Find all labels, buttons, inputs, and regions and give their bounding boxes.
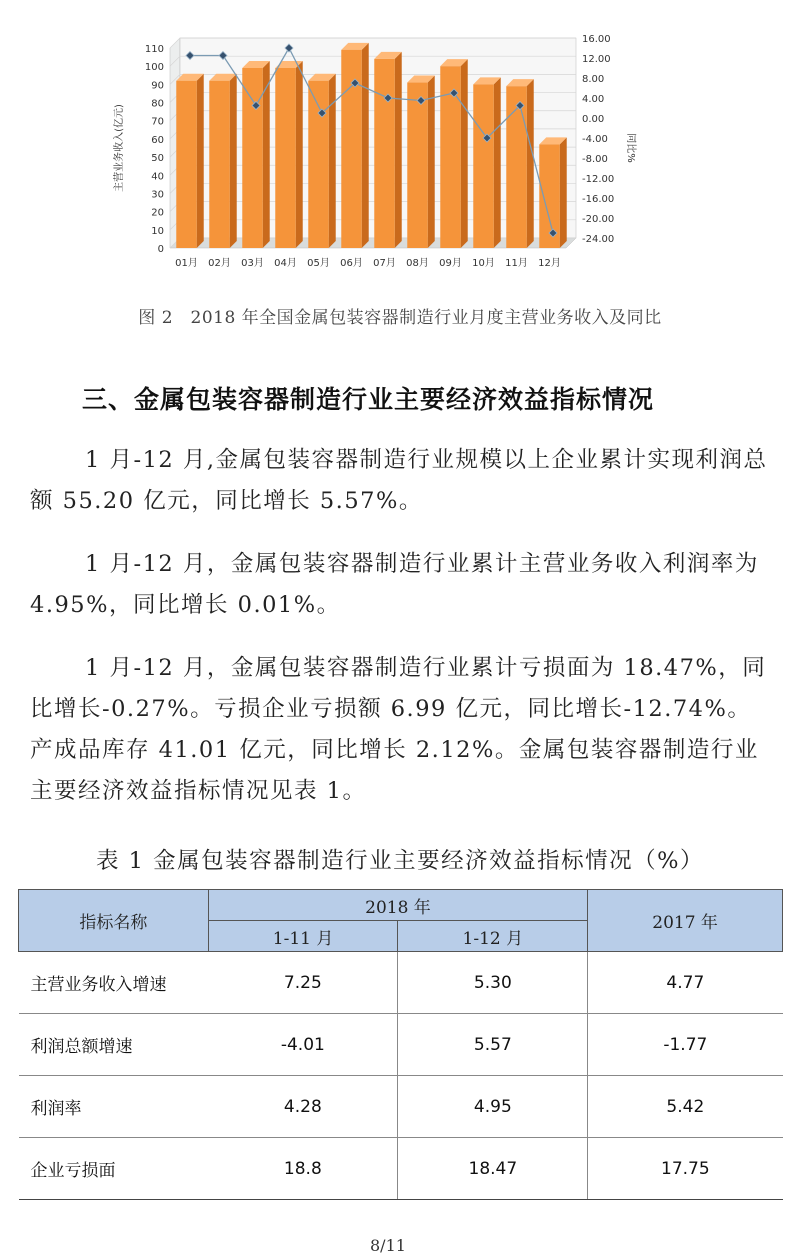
indicators-table [18, 889, 783, 1200]
cell-2017: 17.75 [588, 1138, 783, 1200]
bar-side [560, 137, 567, 248]
x-tick-label: 03月 [241, 258, 264, 269]
bar-side [329, 74, 336, 248]
bar [506, 86, 526, 248]
y-tick-label: 40 [151, 171, 164, 183]
bar-side [263, 61, 270, 248]
y-tick-label: 0 [157, 244, 164, 255]
y2-tick-label: -8.00 [582, 154, 608, 165]
bar [374, 59, 394, 248]
header-1-11: 1-11 月 [208, 921, 398, 952]
bar [209, 81, 229, 248]
cell-2017: 4.77 [588, 952, 783, 1014]
revenue-chart-svg [100, 30, 636, 280]
bar-side [296, 61, 303, 248]
y2-tick-label: 8.00 [582, 74, 605, 85]
bar-side [197, 74, 204, 248]
x-tick-label: 08月 [406, 258, 429, 269]
y2-tick-label: -16.00 [582, 194, 615, 205]
cell-1-12: 18.47 [398, 1138, 588, 1200]
cell-2017: 5.42 [588, 1076, 783, 1138]
header-2018: 2018 年 [208, 890, 588, 921]
section-heading: 三、金属包装容器制造行业主要经济效益指标情况 [82, 385, 655, 414]
y2-tick-label: 12.00 [582, 54, 611, 65]
table-row [19, 1138, 783, 1200]
header-indicator-name: 指标名称 [19, 890, 209, 952]
cell-1-11: -4.01 [208, 1014, 398, 1076]
cell-1-12: 4.95 [398, 1076, 588, 1138]
row-name: 企业亏损面 [19, 1138, 209, 1200]
cell-1-11: 7.25 [208, 952, 398, 1014]
y2-tick-label: -24.00 [582, 234, 615, 245]
y2-tick-label: 16.00 [582, 34, 611, 45]
paragraph-profit: 1 月-12 月,金属包装容器制造行业规模以上企业累计实现利润总额 55.20 亿元，同比增长 5.57%。 [30, 447, 768, 514]
bar-side [428, 76, 435, 248]
x-tick-label: 06月 [340, 258, 363, 269]
y-tick-label: 10 [151, 225, 164, 237]
bar [473, 84, 493, 248]
y-tick-label: 70 [151, 116, 164, 128]
table-title: 表 1 金属包装容器制造行业主要经济效益指标情况（%） [96, 848, 704, 874]
y-tick-label: 60 [151, 134, 164, 146]
x-tick-label: 11月 [505, 258, 528, 269]
cell-1-12: 5.30 [398, 952, 588, 1014]
x-tick-label: 02月 [208, 258, 231, 269]
row-name: 利润总额增速 [19, 1014, 209, 1076]
page-number: 8/11 [370, 1236, 406, 1255]
bar-side [494, 77, 501, 248]
bar [407, 83, 427, 248]
y-tick-label: 30 [151, 189, 164, 201]
y-tick-label: 80 [151, 98, 164, 110]
row-name: 主营业务收入增速 [19, 952, 209, 1014]
cell-1-11: 4.28 [208, 1076, 398, 1138]
y-tick-label: 90 [151, 80, 164, 92]
table-row [19, 1076, 783, 1138]
x-tick-label: 09月 [439, 258, 462, 269]
paragraph-loss: 1 月-12 月，金属包装容器制造行业累计亏损面为 18.47%，同比增长-0.27%。亏损企业亏损额 6.99 亿元，同比增长-12.74%。产成品库存 41.01 亿元，同比增长 2.12%。金属包装容器制造行业主要经济效益指标情况见表 1。 [30, 655, 767, 804]
bar-side [461, 59, 468, 248]
header-2017: 2017 年 [588, 890, 783, 952]
y2-tick-label: 0.00 [582, 114, 605, 125]
table-row [19, 952, 783, 1014]
y-tick-label: 50 [151, 153, 164, 165]
y-axis-title: 主营业务收入(亿元) [114, 104, 125, 192]
y-tick-label: 110 [144, 44, 164, 55]
bar [275, 68, 295, 248]
x-tick-label: 12月 [538, 258, 561, 269]
header-1-12: 1-12 月 [398, 921, 588, 952]
y2-tick-label: -20.00 [582, 214, 615, 225]
x-tick-label: 10月 [472, 258, 495, 269]
row-name: 利润率 [19, 1076, 209, 1138]
paragraph-profit-rate: 1 月-12 月，金属包装容器制造行业累计主营业务收入利润率为 4.95%，同比增长 0.01%。 [30, 551, 759, 618]
bar-side [395, 52, 402, 248]
y-tick-label: 20 [151, 207, 164, 219]
bar [176, 81, 196, 248]
cell-1-11: 18.8 [208, 1138, 398, 1200]
x-tick-label: 04月 [274, 258, 297, 269]
table-row [19, 1014, 783, 1076]
x-tick-label: 01月 [175, 258, 198, 269]
x-tick-label: 05月 [307, 258, 330, 269]
bar [242, 68, 262, 248]
figure-caption: 图 2 2018 年全国金属包装容器制造行业月度主营业务收入及同比 [138, 308, 662, 328]
bar [341, 50, 361, 248]
bar-side [527, 79, 534, 248]
y2-tick-label: -12.00 [582, 174, 615, 185]
y-tick-label: 100 [144, 62, 164, 74]
revenue-chart [100, 30, 636, 280]
cell-1-12: 5.57 [398, 1014, 588, 1076]
cell-2017: -1.77 [588, 1014, 783, 1076]
y2-tick-label: 4.00 [582, 94, 605, 105]
bar-side [362, 43, 369, 248]
x-tick-label: 07月 [373, 258, 396, 269]
y2-tick-label: -4.00 [582, 134, 608, 145]
bar-side [230, 74, 237, 248]
y2-axis-title: 同比% [625, 133, 636, 163]
